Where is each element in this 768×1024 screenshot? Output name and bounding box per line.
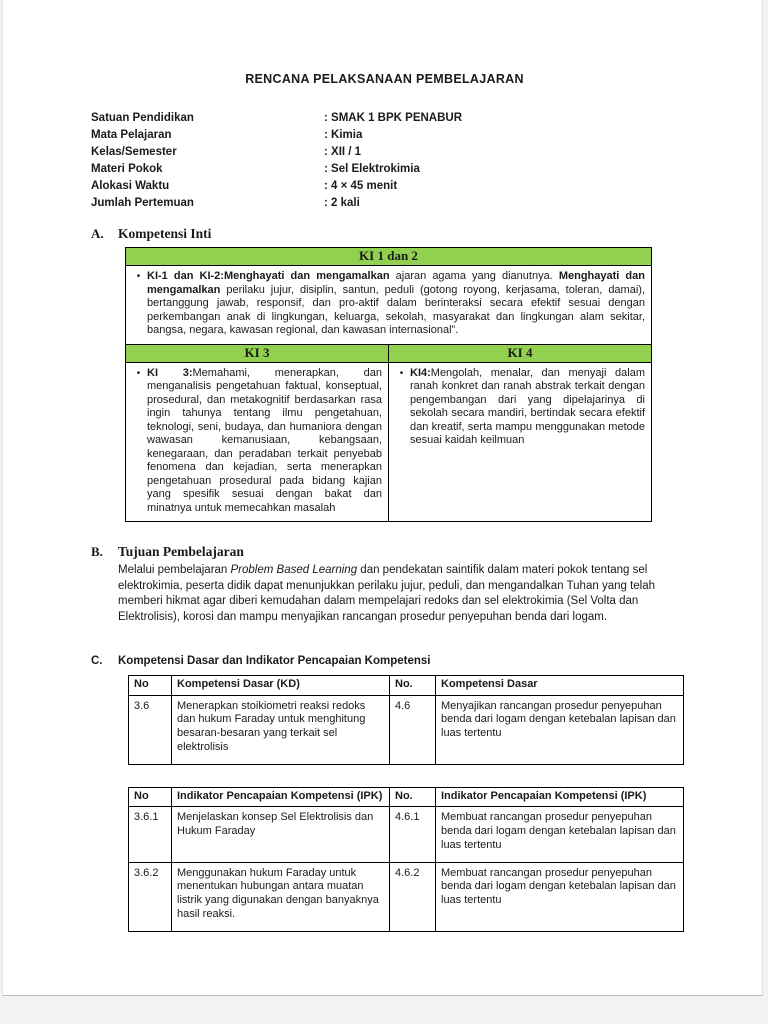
ipk-cell: 3.6.1 (129, 807, 172, 862)
ki4-text: KI4:Mengolah, menalar, dan menyaji dalam ranah konkret dan ranah abstrak terkait dengan pengembangan dari yang dipelajarinya di sekolah secara mandiri, bertindak secara efektif dan kreatif, serta mampu menggunakan metode sesuai kaidah keilmuan (410, 366, 645, 446)
ki12-text: KI-1 dan KI-2:Menghayati dan mengamalkan ajaran agama yang dianutnya. Menghayati dan mengamalkan perilaku jujur, disiplin, santun, peduli (gotong royong, kerjasama, toleran, damai), bertanggung jawab, responsif, dan pro-aktif dalam berinteraksi secara efektif sesuai dengan perkembangan anak di lingkungan, keluarga, sekolah, masyarakat dan lingkungan alam sekitar, bangsa, negara, kawasan regional, dan kawasan internasional”. (147, 270, 645, 336)
ipk-cell: Membuat rancangan prosedur penyepuhan benda dari logam dengan ketebalan lapisan dan luas tertentu (436, 862, 684, 931)
ki3-header-cell: KI 3 (126, 344, 389, 362)
info-row (91, 144, 678, 161)
section-a-heading (91, 226, 678, 242)
table-header-row (129, 676, 684, 696)
section-letter: A. (91, 226, 104, 241)
info-row (91, 127, 678, 144)
ipk-cell: 3.6.2 (129, 862, 172, 931)
kd-header-cell: No (129, 676, 172, 696)
info-label: Materi Pokok (91, 163, 163, 175)
ki12-body-cell (126, 266, 652, 345)
ki12-header-cell: KI 1 dan 2 (126, 248, 652, 266)
info-value: : 4 × 45 menit (324, 180, 398, 192)
kd-cell: 4.6 (390, 695, 436, 764)
ki4-body-cell (389, 362, 652, 522)
info-label: Satuan Pendidikan (91, 112, 194, 124)
section-title: Kompetensi Dasar dan Indikator Pencapaian Kompetensi (118, 655, 431, 667)
section-letter: C. (91, 655, 103, 667)
kd-cell: Menyajikan rancangan prosedur penyepuhan benda dari logam dengan ketebalan lapisan dan luas tertentu (436, 695, 684, 764)
kd-header-cell: Kompetensi Dasar (436, 676, 684, 696)
bullet-icon: • (399, 367, 404, 379)
info-row (91, 178, 678, 195)
ipk-cell: Menggunakan hukum Faraday untuk menentukan hubungan antara muatan listrik yang digunakan dengan banyaknya hasil reaksi. (172, 862, 390, 931)
section-title: Kompetensi Inti (118, 226, 212, 241)
info-row (91, 110, 678, 127)
indikator-pencapaian-table (128, 787, 684, 932)
table-row (129, 695, 684, 764)
document-title: RENCANA PELAKSANAAN PEMBELAJARAN (245, 72, 524, 86)
info-value: : SMAK 1 BPK PENABUR (324, 112, 463, 124)
section-letter: B. (91, 544, 103, 559)
table-header-row (129, 787, 684, 807)
kd-cell: Menerapkan stoikiometri reaksi redoks dan hukum Faraday untuk menghitung besaran-besaran yang terkait sel elektrolisis (172, 695, 390, 764)
kd-header-cell: Kompetensi Dasar (KD) (172, 676, 390, 696)
ipk-header-cell: Indikator Pencapaian Kompetensi (IPK) (436, 787, 684, 807)
ipk-header-cell: No (129, 787, 172, 807)
info-value: : 2 kali (324, 197, 360, 209)
info-value: : XII / 1 (324, 146, 362, 158)
ipk-cell: Menjelaskan konsep Sel Elektrolisis dan Hukum Faraday (172, 807, 390, 862)
info-row (91, 161, 678, 178)
section-b-heading (91, 544, 678, 560)
ipk-header-cell: No. (390, 787, 436, 807)
info-label: Kelas/Semester (91, 146, 177, 158)
ipk-cell: 4.6.1 (390, 807, 436, 862)
kompetensi-inti-table (125, 247, 652, 522)
bullet-icon: • (136, 271, 141, 282)
info-value: : Sel Elektrokimia (324, 163, 420, 175)
ipk-cell: Membuat rancangan prosedur penyepuhan benda dari logam dengan ketebalan lapisan dan luas tertentu (436, 807, 684, 862)
info-row (91, 195, 678, 212)
info-list (91, 110, 678, 212)
info-value: : Kimia (324, 129, 363, 141)
info-label: Jumlah Pertemuan (91, 197, 194, 209)
document-page (2, 0, 763, 996)
table-row (129, 862, 684, 931)
info-label: Mata Pelajaran (91, 129, 172, 141)
kompetensi-dasar-table (128, 675, 684, 765)
kd-header-cell: No. (390, 676, 436, 696)
ipk-cell: 4.6.2 (390, 862, 436, 931)
info-label: Alokasi Waktu (91, 180, 170, 192)
ki3-text: KI 3:Memahami, menerapkan, dan menganalisis pengetahuan faktual, konseptual, prosedural, dan metakognitif berdasarkan rasa ingin tahunya tentang ilmu pengetahuan, teknologi, seni, budaya, dan humaniora dengan wawasan kemanusiaan, kebangsaan, kenegaraan, dan peradaban terkait penyebab fenomena dan kejadian, serta menerapkan pengetahuan prosedural pada bidang kajian yang spesifik sesuai dengan bakat dan minatnya untuk memecahkan masalah (147, 366, 382, 514)
section-c-heading (91, 655, 678, 667)
section-title: Tujuan Pembelajaran (118, 544, 244, 559)
table-row (129, 807, 684, 862)
page-content (3, 0, 762, 932)
tujuan-paragraph: Melalui pembelajaran Problem Based Learning dan pendekatan saintifik dalam materi pokok tentang sel elektrokimia, peserta didik dapat menunjukkan perilaku jujur, peduli, dan mengandalkan Tuhan yang telah memberi hikmat agar diberi kemudahan dalam mempelajari redoks dan sel elektrokimia (Sel Volta dan Elektrolisis), korosi dan mampu menyajikan rancangan prosedur penyepuhan benda dari logam. (118, 564, 656, 623)
ki3-body-cell (126, 362, 389, 522)
ipk-header-cell: Indikator Pencapaian Kompetensi (IPK) (172, 787, 390, 807)
bullet-icon: • (136, 367, 141, 379)
kd-cell: 3.6 (129, 695, 172, 764)
ki4-header-cell: KI 4 (389, 344, 652, 362)
